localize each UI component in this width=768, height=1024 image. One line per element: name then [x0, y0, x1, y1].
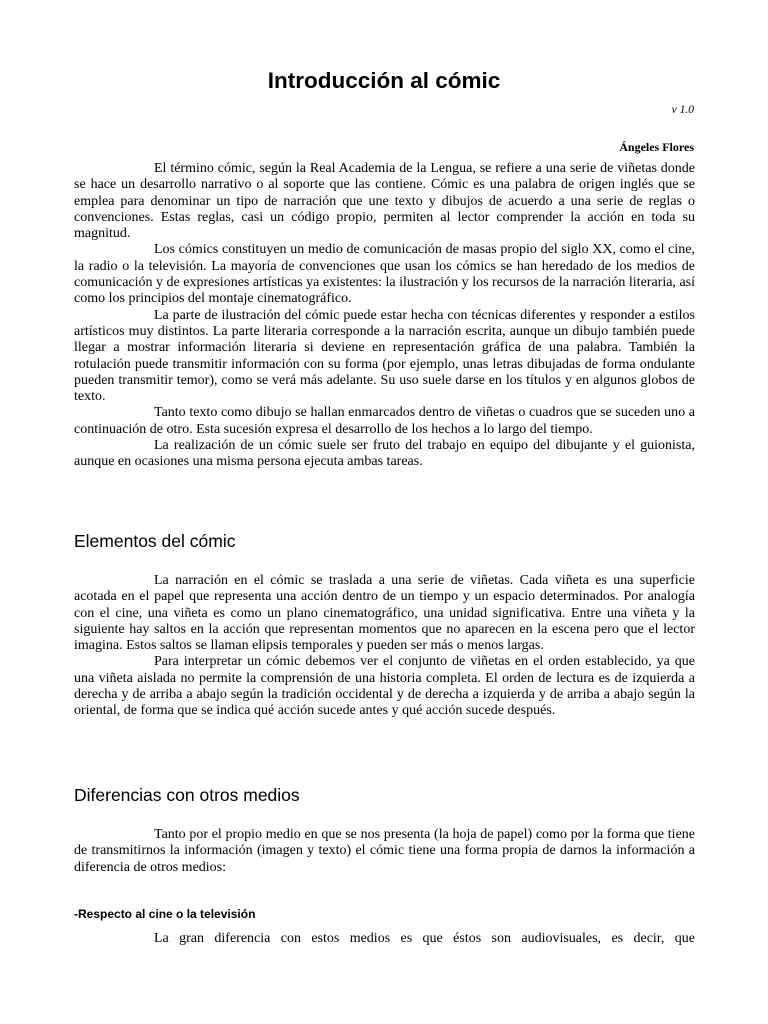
paragraph: Tanto por el propio medio en que se nos presenta (la hoja de papel) como por la forma que tiene de transmitirnos la información (imagen y texto) el cómic tiene una forma propia de darnos la información a diferencia de otros medios:	[74, 827, 695, 875]
paragraph: El término cómic, según la Real Academia de la Lengua, se refiere a una serie de viñetas donde se hace un desarrollo narrativo o al soporte que las contiene. Cómic es una palabra de origen inglés que se emplea para denominar un tipo de narración que une texto y dibujos de acuerdo a una serie de reglas o convenciones. Estas reglas, casi un código propio, permiten al lector comprender la acción en toda su magnitud.	[74, 161, 695, 242]
section-heading-elementos: Elementos del cómic	[74, 531, 236, 551]
paragraph: La realización de un cómic suele ser fruto del trabajo en equipo del dibujante y el guionista, aunque en ocasiones una misma persona ejecuta ambas tareas.	[74, 438, 695, 470]
paragraph: La narración en el cómic se traslada a una serie de viñetas. Cada viñeta es una superficie acotada en el papel que representa una acción dentro de un tiempo y un espacio determinados. Por analogía con el cine, una viñeta es como un plano cinematográfico, una unidad significativa. Entre una viñeta y la siguiente hay saltos en la acción que representan momentos que no aparecen en la escena pero que el lector imagina. Estos saltos se llaman elipsis temporales y pueden ser más o menos largas.	[74, 573, 695, 654]
intro-section	[74, 161, 695, 471]
paragraph: Los cómics constituyen un medio de comunicación de masas propio del siglo XX, como el cine, la radio o la televisión. La mayoría de convenciones que usan los cómics se han heredado de los medios de comunicación y de expresiones artísticas ya existentes: la ilustración y los recursos de la narración literaria, así como los principios del montaje cinematográfico.	[74, 242, 695, 307]
author-name: Ángeles Flores	[619, 140, 694, 154]
cine-section	[74, 931, 695, 947]
paragraph: Tanto texto como dibujo se hallan enmarcados dentro de viñetas o cuadros que se suceden uno a continuación de otro. Esta sucesión expresa el desarrollo de los hechos a lo largo del tiempo.	[74, 405, 695, 437]
diferencias-section	[74, 827, 695, 876]
paragraph: Para interpretar un cómic debemos ver el conjunto de viñetas en el orden establecido, ya que una viñeta aislada no permite la comprensión de una historia completa. El orden de lectura es de izquierda a derecha y de arriba a abajo según la tradición occidental y de derecha a izquierda y de arriba a abajo según la oriental, de forma que se indica qué acción sucede antes y qué acción sucede después.	[74, 654, 695, 719]
paragraph: La parte de ilustración del cómic puede estar hecha con técnicas diferentes y responder a estilos artísticos muy distintos. La parte literaria corresponde a la narración escrita, aunque un dibujo también puede llegar a mostrar información literaria si deviene en representación gráfica de una palabra. También la rotulación puede transmitir información con su forma (por ejemplo, unas letras dibujadas de forma ondulante pueden transmitir temor), como se verá más adelante. Su uso suele darse en los títulos y en algunos globos de texto.	[74, 307, 695, 405]
document-title: Introducción al cómic	[267, 68, 501, 93]
paragraph: La gran diferencia con estos medios es que éstos son audiovisuales, es decir, que	[154, 931, 695, 946]
section-heading-diferencias: Diferencias con otros medios	[74, 785, 300, 805]
subsection-heading-cine: -Respecto al cine o la televisión	[74, 907, 256, 921]
elementos-section	[74, 573, 695, 720]
version-label: v 1.0	[671, 104, 694, 116]
